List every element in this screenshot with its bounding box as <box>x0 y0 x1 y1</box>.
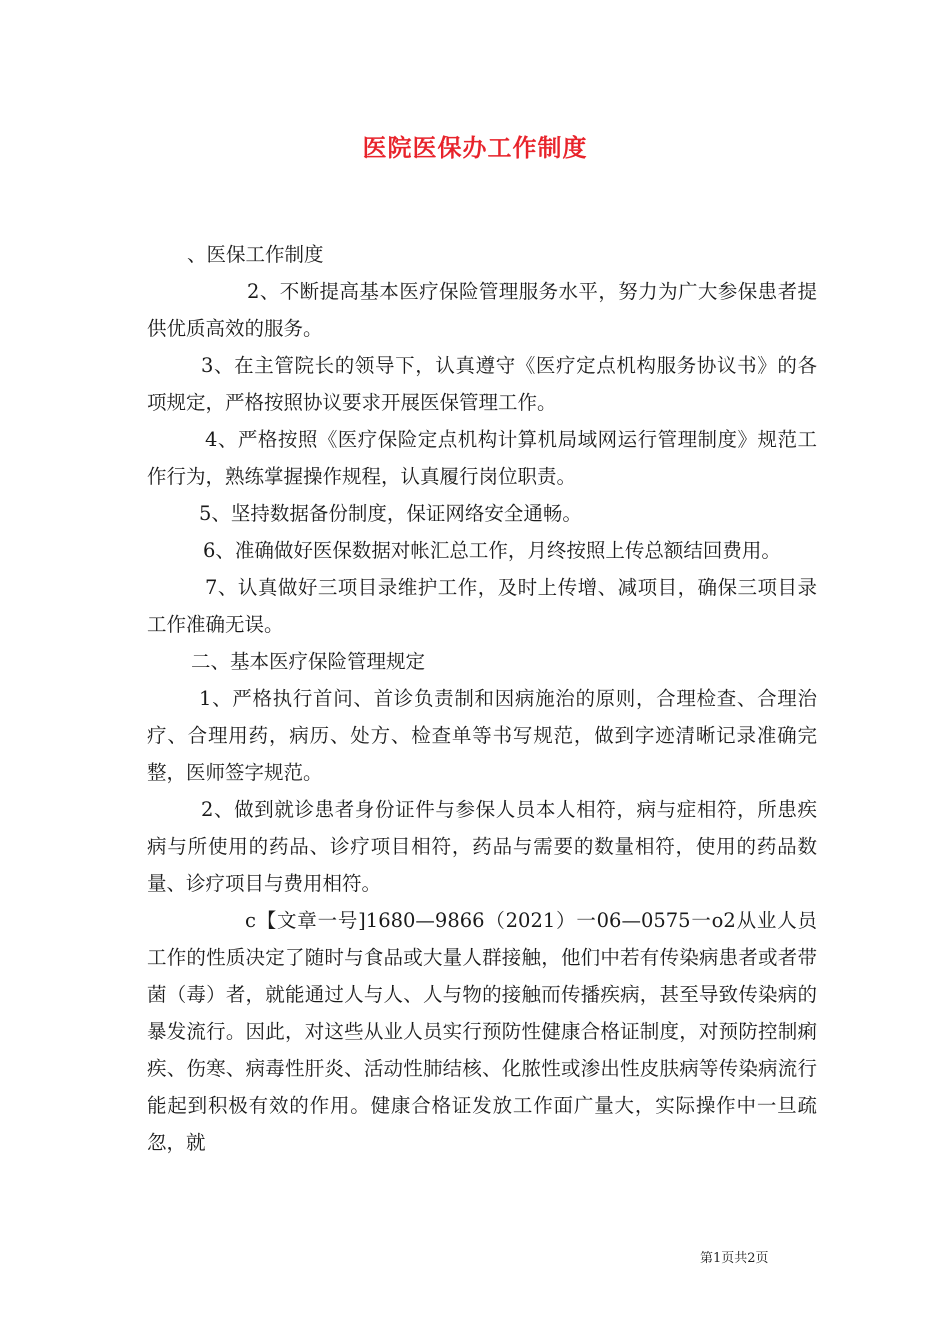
document-body <box>147 236 817 1161</box>
paragraph-rule-1: 1、严格执行首问、首诊负责制和因病施治的原则，合理检查、合理治疗、合理用药，病历、处方、检查单等书写规范，做到字迹清晰记录准确完整，医师签字规范。 <box>147 687 817 784</box>
paragraph-item-6: 6、准确做好医保数据对帐汇总工作，月终按照上传总额结回费用。 <box>203 539 781 562</box>
paragraph-item-5: 5、坚持数据备份制度，保证网络安全通畅。 <box>199 502 582 525</box>
paragraph-item-3: 3、在主管院长的领导下，认真遵守《医疗定点机构服务协议书》的各项规定，严格按照协议要求开展医保管理工作。 <box>147 354 817 414</box>
section-heading-medical-insurance: 、医保工作制度 <box>187 243 324 266</box>
paragraph-item-7: 7、认真做好三项目录维护工作，及时上传增、减项目，确保三项目录工作准确无误。 <box>147 576 817 636</box>
paragraph-article-excerpt: c【文章一号]1680—9866（2021）一06—0575一o2从业人员工作的性质决定了随时与食品或大量人群接触，他们中若有传染病患者或者带菌（毒）者，就能通过人与人、人与物的接触而传播疾病，甚至导致传染病的暴发流行。因此，对这些从业人员实行预防性健康合格证制度，对预防控制痢疾、伤寒、病毒性肝炎、活动性肺结核、化脓性或渗出性皮肤病等传染病流行能起到积极有效的作用。健康合格证发放工作面广量大，实际操作中一旦疏忽，就 <box>147 909 817 1154</box>
paragraph-rule-2: 2、做到就诊患者身份证件与参保人员本人相符，病与症相符，所患疾病与所使用的药品、诊疗项目相符，药品与需要的数量相符，使用的药品数量、诊疗项目与费用相符。 <box>147 798 817 895</box>
paragraph-item-4: 4、严格按照《医疗保险定点机构计算机局域网运行管理制度》规范工作行为，熟练掌握操作规程，认真履行岗位职责。 <box>147 428 817 488</box>
document-title: 医院医保办工作制度 <box>362 133 588 162</box>
section-heading-basic-insurance: 二、基本医疗保险管理规定 <box>191 650 426 673</box>
page-number: 第1页共2页 <box>700 1251 769 1266</box>
paragraph-item-2: 2、不断提高基本医疗保险管理服务水平，努力为广大参保患者提供优质高效的服务。 <box>147 280 817 340</box>
